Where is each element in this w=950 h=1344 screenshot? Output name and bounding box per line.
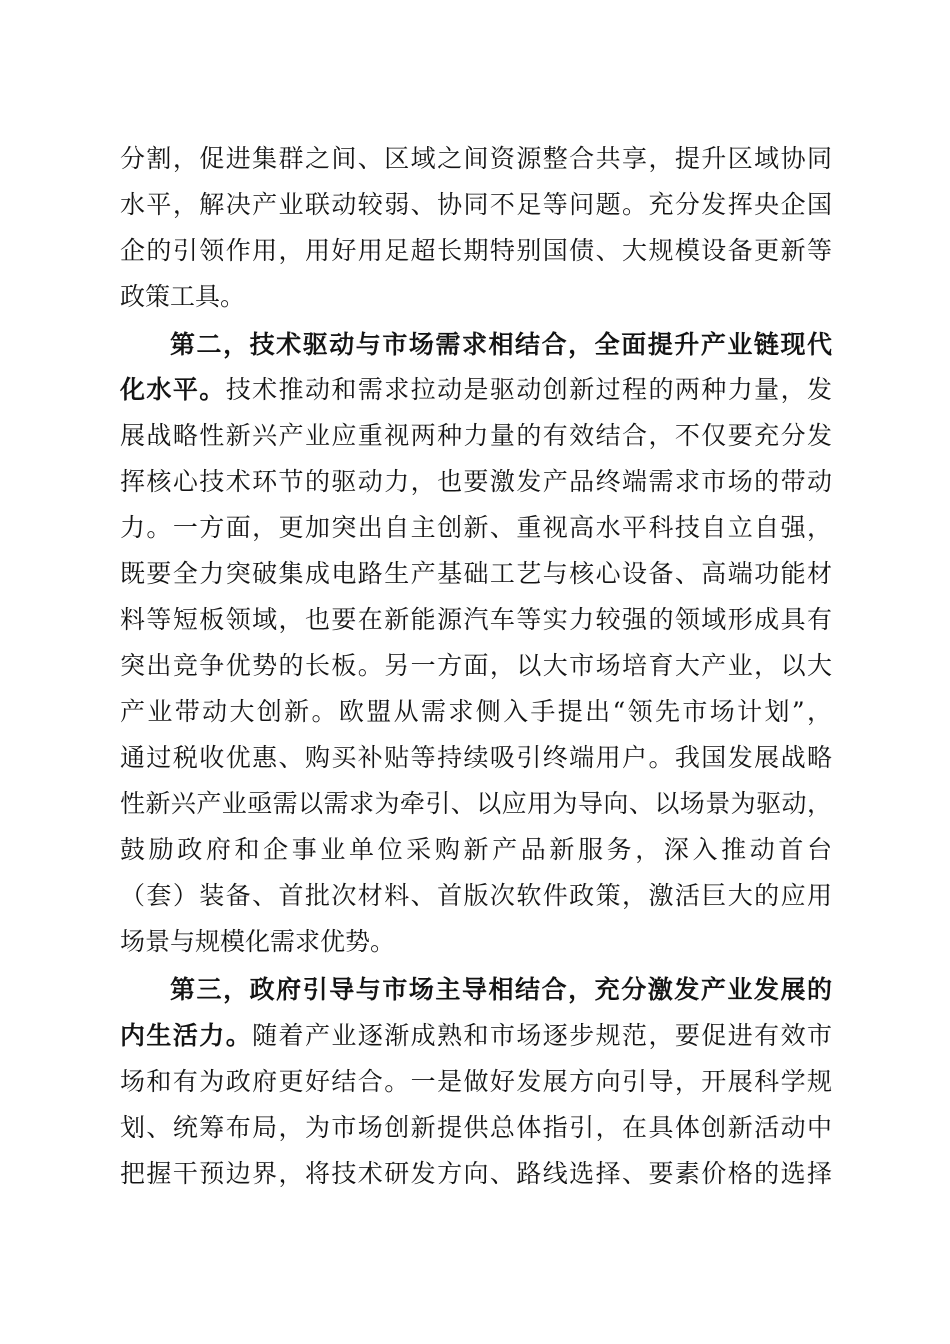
paragraph-2-line-9: 产业带动大创新。欧盟从需求侧入手提出“领先市场计划”，: [120, 697, 832, 726]
paragraph-3-line-5: 把握干预边界，将技术研发方向、路线选择、要素价格的选择: [120, 1159, 832, 1188]
paragraph-3-line-3: 场和有为政府更好结合。一是做好发展方向引导，开展科学规: [120, 1067, 832, 1096]
paragraph-2-line-7: 料等短板领域，也要在新能源汽车等实力较强的领域形成具有: [120, 605, 832, 634]
paragraph-2-line-5: 力。一方面，更加突出自主创新、重视高水平科技自立自强，: [120, 513, 832, 542]
paragraph-3-line-2: [120, 1016, 832, 1056]
paragraph-2-line-2: [120, 370, 832, 410]
paragraph-2-line-2-rest: 技术推动和需求拉动是驱动创新过程的两种力量，发: [225, 375, 832, 404]
paragraph-3-line-2-rest: 随着产业逐渐成熟和市场逐步规范，要促进有效市: [252, 1021, 832, 1050]
paragraph-2-line-8: 突出竞争优势的长板。另一方面，以大市场培育大产业，以大: [120, 651, 832, 680]
paragraph-1-line-3: 企的引领作用，用好用足超长期特别国债、大规模设备更新等: [120, 236, 832, 265]
paragraph-2-line-13: （套）装备、首批次材料、首版次软件政策，激活巨大的应用: [120, 881, 832, 910]
paragraph-3-line-4: 划、统筹布局，为市场创新提供总体指引，在具体创新活动中: [120, 1113, 832, 1142]
paragraph-2-line-14: 场景与规模化需求优势。: [120, 927, 396, 956]
paragraph-2-line-3: 展战略性新兴产业应重视两种力量的有效结合，不仅要充分发: [120, 421, 832, 450]
paragraph-3-heading-line-2: 内生活力。: [120, 1021, 253, 1050]
paragraph-2-line-10: 通过税收优惠、购买补贴等持续吸引终端用户。我国发展战略: [120, 743, 832, 772]
paragraph-2-heading-line-2: 化水平。: [120, 375, 226, 404]
paragraph-3-heading-line-1: 第三，政府引导与市场主导相结合，充分激发产业发展的: [170, 975, 832, 1004]
paragraph-1-line-4: 政策工具。: [120, 282, 246, 311]
paragraph-2-line-12: 鼓励政府和企事业单位采购新产品新服务，深入推动首台: [120, 835, 832, 864]
paragraph-1-line-2: 水平，解决产业联动较弱、协同不足等问题。充分发挥央企国: [120, 190, 832, 219]
paragraph-2-line-6: 既要全力突破集成电路生产基础工艺与核心设备、高端功能材: [120, 559, 832, 588]
paragraph-1-line-1: 分割，促进集群之间、区域之间资源整合共享，提升区域协同: [120, 144, 832, 173]
paragraph-2-line-4: 挥核心技术环节的驱动力，也要激发产品终端需求市场的带动: [120, 467, 832, 496]
paragraph-2-line-11: 性新兴产业亟需以需求为牵引、以应用为导向、以场景为驱动，: [120, 789, 832, 818]
paragraph-2-heading-line-1: 第二，技术驱动与市场需求相结合，全面提升产业链现代: [170, 330, 832, 359]
